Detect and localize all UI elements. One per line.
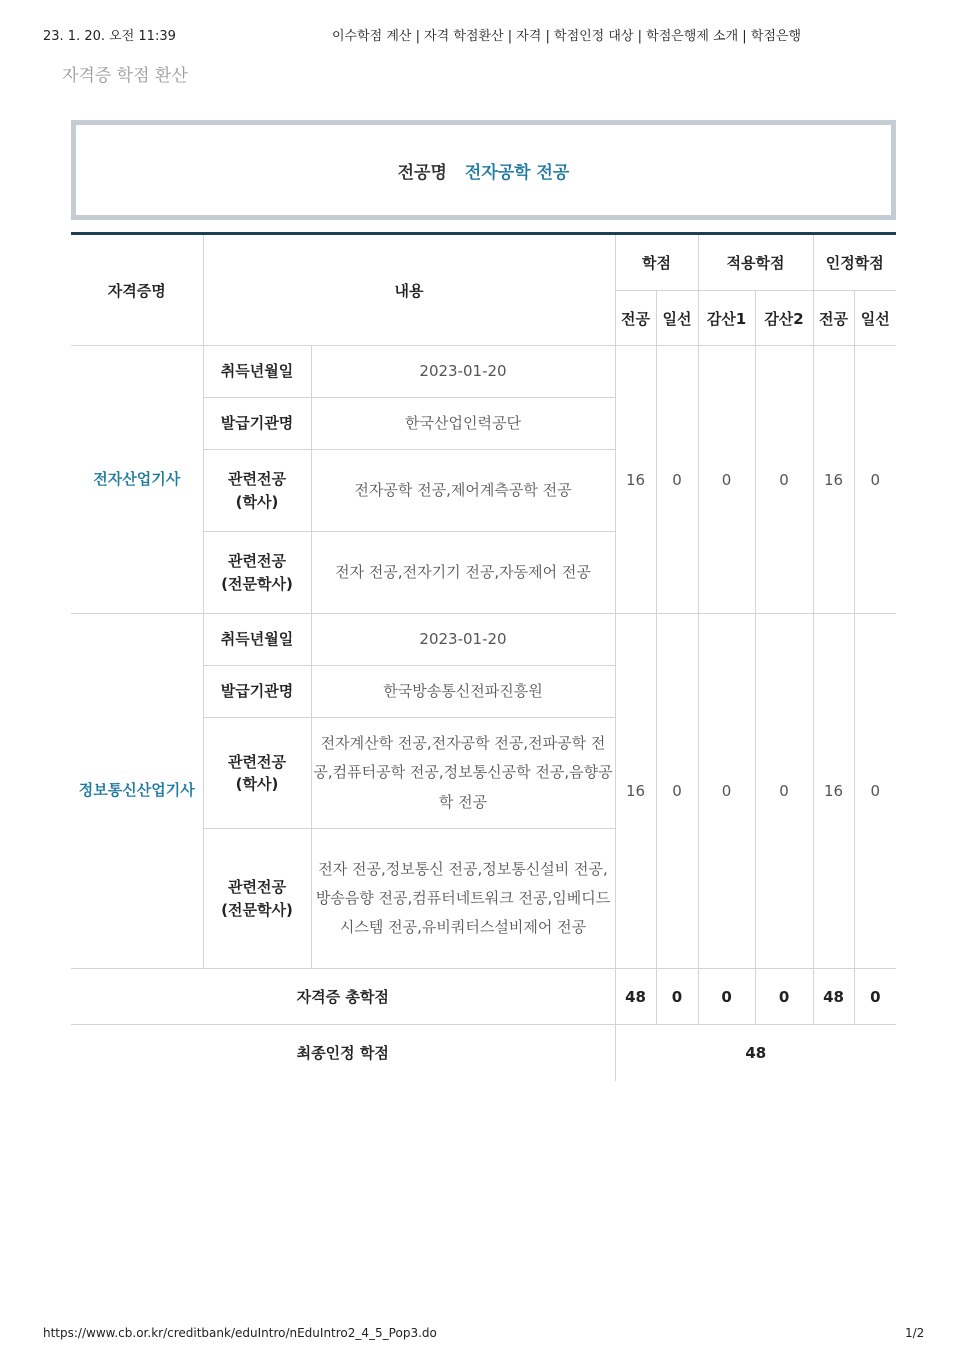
- related-bachelor-value: 전자공학 전공,제어계측공학 전공: [311, 450, 615, 532]
- major-label: 전공명: [397, 162, 447, 183]
- row-label-acquired-date: 취득년월일: [203, 346, 311, 398]
- print-page-title: 이수학점 계산 | 자격 학점환산 | 자격 | 학점인정 대상 | 학점은행제 소개 | 학점은행: [332, 29, 802, 44]
- row-label-issuer: 발급기관명: [203, 398, 311, 450]
- total-reduction2: 0: [755, 969, 813, 1025]
- recognized-elective-value: 0: [854, 614, 896, 969]
- header-reduction2: 감산2: [755, 291, 813, 346]
- cert-name[interactable]: 전자산업기사: [71, 346, 203, 614]
- acquired-date-value: 2023-01-20: [311, 346, 615, 398]
- recognized-major-value: 16: [813, 346, 854, 614]
- row-label-related-bachelor: 관련전공 (학사): [203, 450, 311, 532]
- header-recognized-credit: 인정학점: [813, 234, 896, 291]
- header-content: 내용: [203, 234, 615, 346]
- major-value: 전자공학 전공: [464, 162, 570, 183]
- cert-name[interactable]: 정보통신산업기사: [71, 614, 203, 969]
- header-credit: 학점: [615, 234, 698, 291]
- total-recognized-elective: 0: [854, 969, 896, 1025]
- header-applied-credit: 적용학점: [698, 234, 813, 291]
- credit-major-value: 16: [615, 614, 656, 969]
- credit-elective-value: 0: [656, 614, 698, 969]
- total-reduction1: 0: [698, 969, 755, 1025]
- page-subtitle: 자격증 학점 환산: [62, 66, 188, 86]
- total-label: 자격증 총학점: [71, 969, 615, 1025]
- print-url: https://www.cb.or.kr/creditbank/eduIntro/nEduIntro2_4_5_Pop3.do: [43, 1326, 437, 1340]
- row-label-related-bachelor: 관련전공 (학사): [203, 718, 311, 829]
- final-label: 최종인정 학점: [71, 1025, 615, 1081]
- header-credit-elective: 일선: [656, 291, 698, 346]
- issuer-value: 한국방송통신전파진흥원: [311, 666, 615, 718]
- reduction1-value: 0: [698, 346, 755, 614]
- reduction2-value: 0: [755, 346, 813, 614]
- final-value: 48: [615, 1025, 896, 1081]
- acquired-date-value: 2023-01-20: [311, 614, 615, 666]
- reduction2-value: 0: [755, 614, 813, 969]
- credit-elective-value: 0: [656, 346, 698, 614]
- row-label-related-associate: 관련전공 (전문학사): [203, 532, 311, 614]
- total-credit-major: 48: [615, 969, 656, 1025]
- row-label-issuer: 발급기관명: [203, 666, 311, 718]
- header-recognized-major: 전공: [813, 291, 854, 346]
- header-credit-major: 전공: [615, 291, 656, 346]
- major-box: [71, 120, 896, 220]
- header-reduction1: 감산1: [698, 291, 755, 346]
- related-associate-value: 전자 전공,전자기기 전공,자동제어 전공: [311, 532, 615, 614]
- issuer-value: 한국산업인력공단: [311, 398, 615, 450]
- total-recognized-major: 48: [813, 969, 854, 1025]
- header-cert-name: 자격증명: [71, 234, 203, 346]
- recognized-major-value: 16: [813, 614, 854, 969]
- print-page-number: 1/2: [905, 1326, 925, 1340]
- header-recognized-elective: 일선: [854, 291, 896, 346]
- print-date: 23. 1. 20. 오전 11:39: [43, 29, 176, 44]
- credit-major-value: 16: [615, 346, 656, 614]
- related-associate-value: 전자 전공,정보통신 전공,정보통신설비 전공,방송음향 전공,컴퓨터네트워크 전공,임베디드시스템 전공,유비쿼터스설비제어 전공: [311, 829, 615, 969]
- total-credit-elective: 0: [656, 969, 698, 1025]
- certificate-credit-table: [71, 232, 896, 1081]
- reduction1-value: 0: [698, 614, 755, 969]
- recognized-elective-value: 0: [854, 346, 896, 614]
- related-bachelor-value: 전자계산학 전공,전자공학 전공,전파공학 전공,컴퓨터공학 전공,정보통신공학 전공,음향공학 전공: [311, 718, 615, 829]
- row-label-related-associate: 관련전공 (전문학사): [203, 829, 311, 969]
- row-label-acquired-date: 취득년월일: [203, 614, 311, 666]
